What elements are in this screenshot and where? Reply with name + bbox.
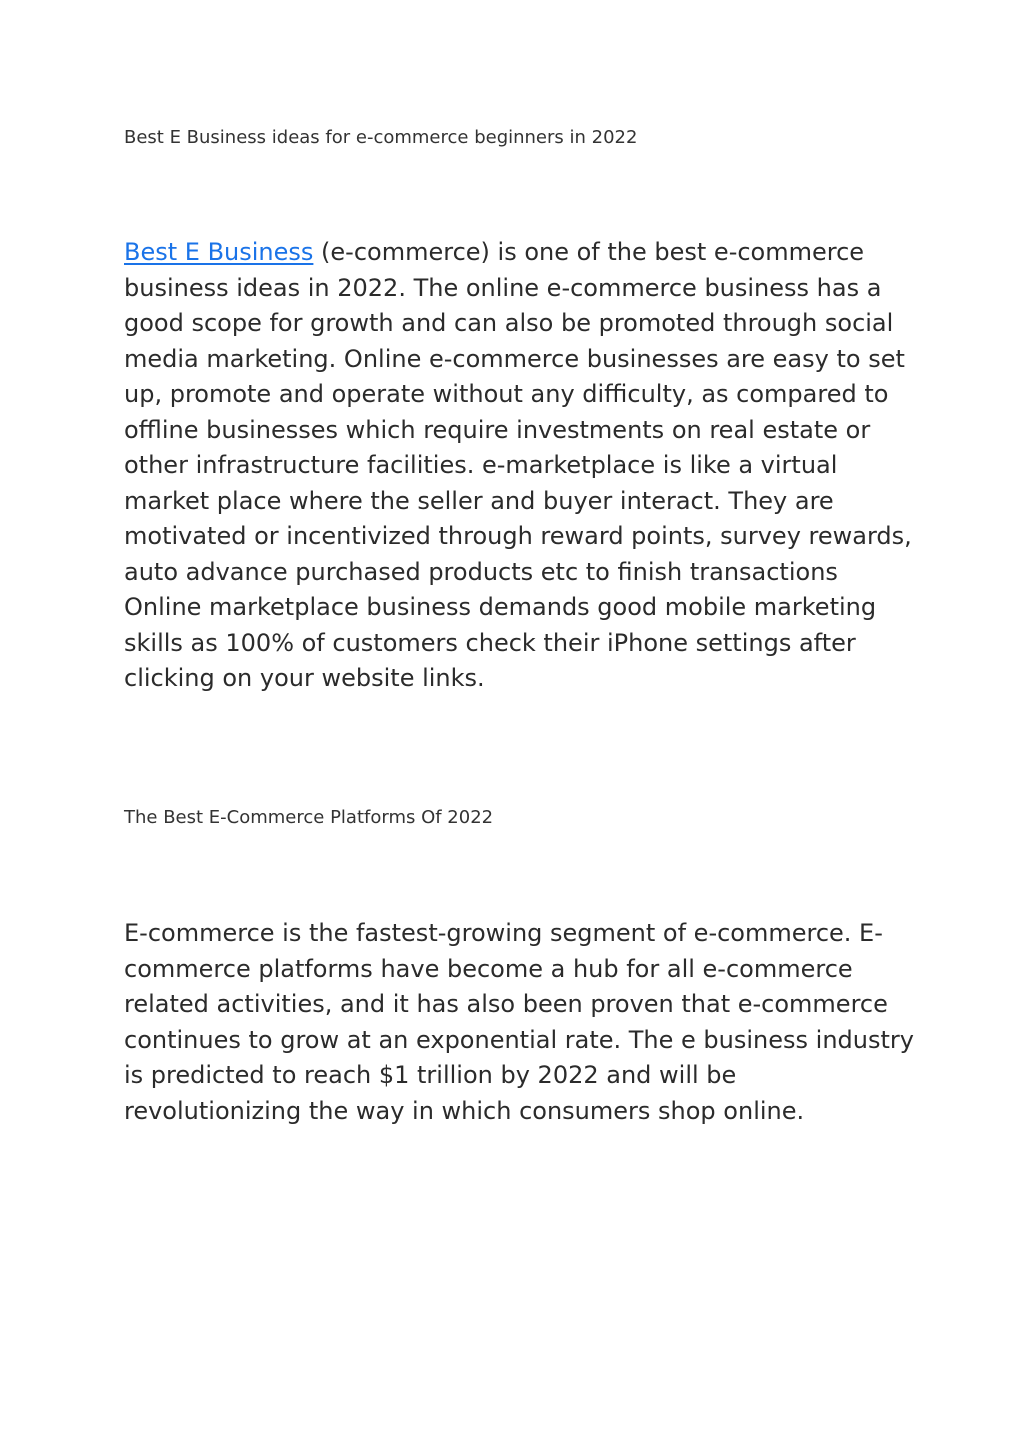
paragraph-line: Online marketplace business demands good mobile marketing — [124, 593, 877, 621]
section-2-heading: The Best E-Commerce Platforms Of 2022 — [124, 807, 494, 828]
paragraph-line: business ideas in 2022. The online e-commerce business has a — [124, 273, 882, 302]
section-1-heading: Best E Business ideas for e-commerce beginners in 2022 — [124, 127, 638, 148]
paragraph-line: skills as 100% of customers check their iPhone settings after — [124, 628, 856, 657]
paragraph-line: related activities, and it has also been proven that e-commerce — [124, 990, 888, 1018]
paragraph-line: other infrastructure facilities. e-marketplace is like a virtual — [124, 451, 838, 479]
paragraph-line: commerce platforms have become a hub for all e-commerce — [124, 954, 853, 983]
paragraph-line: clicking on your website links. — [124, 664, 485, 692]
paragraph-line: motivated or incentivized through reward points, survey rewards, — [124, 522, 912, 550]
section-1-paragraph — [124, 235, 914, 697]
first-line-text: (e-commerce) is one of the best e-commerce — [313, 238, 865, 266]
best-e-business-link[interactable]: Best E Business — [124, 238, 314, 266]
paragraph-line: is predicted to reach $1 trillion by 2022 and will be — [124, 1061, 737, 1089]
paragraph-line: revolutionizing the way in which consumers shop online. — [124, 1096, 805, 1125]
section-2-paragraph — [124, 916, 914, 1129]
paragraph-line: auto advance purchased products etc to finish transactions — [124, 557, 838, 586]
paragraph-line: market place where the seller and buyer interact. They are — [124, 486, 834, 515]
paragraph-line: offline businesses which require investments on real estate or — [124, 415, 871, 444]
paragraph-line — [124, 235, 914, 271]
paragraph-line: media marketing. Online e-commerce businesses are easy to set — [124, 344, 905, 373]
paragraph-line: continues to grow at an exponential rate. The e business industry — [124, 1025, 914, 1054]
paragraph-line: E-commerce is the fastest-growing segment of e-commerce. E- — [124, 919, 883, 947]
paragraph-line: good scope for growth and can also be promoted through social — [124, 309, 894, 337]
paragraph-line: up, promote and operate without any difficulty, as compared to — [124, 380, 889, 408]
